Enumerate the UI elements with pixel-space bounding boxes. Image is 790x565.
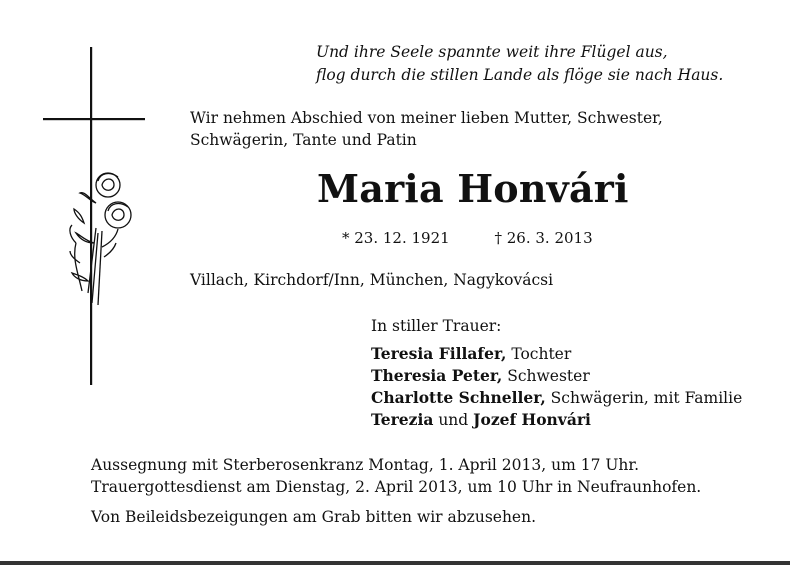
intro-line-1: Wir nehmen Abschied von meiner lieben Mutter, Schwester, [190,109,663,127]
deceased-name: Maria Honvári [317,166,629,211]
mourner-relation: Schwester [507,367,590,385]
mourners-list [371,343,742,431]
rose-icon [58,163,138,313]
mourner-relation: Schwägerin, mit Familie [550,389,743,407]
mourner-name: Theresia Peter, [371,366,503,385]
death-date: † 26. 3. 2013 [494,229,593,247]
mourner-name: Jozef Honvári [473,410,591,429]
places-line: Villach, Kirchdorf/Inn, München, Nagykovácsi [190,271,554,289]
poem-verse [316,41,723,87]
mourner-name: Teresia Fillafer, [371,344,507,363]
poem-line-2: flog durch die stillen Lande als flöge sie nach Haus. [316,66,724,84]
mourner-row [371,387,742,409]
service-line-1: Aussegnung mit Sterberosenkranz Montag, 1. April 2013, um 17 Uhr. [91,456,640,474]
mourner-name: Terezia [371,410,434,429]
farewell-intro [190,107,663,151]
life-dates [342,228,593,248]
poem-line-1: Und ihre Seele spannte weit ihre Flügel aus, [316,43,668,61]
mourner-relation: Tochter [511,345,572,363]
birth-date: * 23. 12. 1921 [342,229,450,247]
mourner-row [371,343,742,365]
mourner-name: Charlotte Schneller, [371,388,546,407]
condolences-note: Von Beileidsbezeigungen am Grab bitten wir abzusehen. [91,508,537,526]
mourning-heading: In stiller Trauer: [371,317,502,335]
service-details [91,454,701,498]
mourner-conjunction: und [438,411,469,429]
mourner-row [371,365,742,387]
mourner-row [371,409,742,431]
service-line-2: Trauergottesdienst am Dienstag, 2. April 2013, um 10 Uhr in Neufraunhofen. [91,478,702,496]
bottom-rule [0,561,790,565]
intro-line-2: Schwägerin, Tante und Patin [190,131,417,149]
